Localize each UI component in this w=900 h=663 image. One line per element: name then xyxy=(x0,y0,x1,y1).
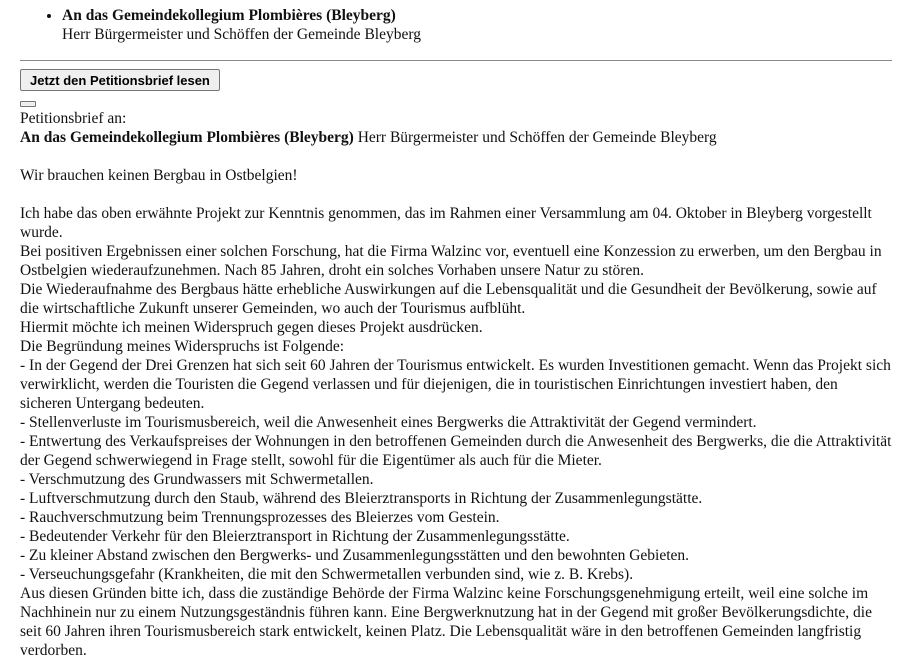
letter-reason: - Zu kleiner Abstand zwischen den Bergwerks- und Zusammenlegungsstätten und den bewohnten Gebieten. xyxy=(20,547,690,564)
letter-paragraph: Ich habe das oben erwähnte Projekt zur Kenntnis genommen, das im Rahmen einer Versammlung am 04. Oktober in Bleyberg vorgestellt wurde. xyxy=(20,205,872,241)
letter-reason: - Rauchverschmutzung beim Trennungsprozesses des Bleierzes vom Gestein. xyxy=(20,509,500,526)
letter-intro: Petitionsbrief an: xyxy=(20,110,127,127)
letter-reason: - Verseuchungsgefahr (Krankheiten, die mit den Schwermetallen verbunden sind, wie z. B. Krebs). xyxy=(20,566,634,583)
read-petition-button[interactable]: Jetzt den Petitionsbrief lesen xyxy=(20,69,220,91)
letter-reason: - Bedeutender Verkehr für den Bleierztransport in Richtung der Zusammenlegungsstätte. xyxy=(20,528,570,545)
letter-conclusion: Aus diesen Gründen bitte ich, dass die zuständige Behörde der Firma Walzinc keine Forschungsgenehmigung erteilt, weil eine solche im Nachhinein nur zu einem Nutzungsgeständnis führen kann. Eine Bergwerknutzung hat in der Gegend mit großer Bevölkerungsdichte, die seit 60 Jahren ihren Tourismusbereich stark entwickelt, keinen Platz. Die Lebensqualität wäre in den betroffenen Gemeinden langfristig verdorben. xyxy=(20,585,872,659)
letter-headline: Wir brauchen keinen Bergbau in Ostbelgien! xyxy=(20,167,298,184)
letter-paragraph: Hiermit möchte ich meinen Widerspruch gegen dieses Projekt ausdrücken. xyxy=(20,319,483,336)
recipient-list xyxy=(20,6,892,44)
letter-addressee-rest: Herr Bürgermeister und Schöffen der Gemeinde Bleyberg xyxy=(353,129,717,146)
letter-addressee-name: An das Gemeindekollegium Plombières (Bleyberg) xyxy=(20,129,354,146)
recipient-name: • An das Gemeindekollegium Plombières (Bleyberg) xyxy=(62,7,396,24)
petition-letter xyxy=(20,109,892,660)
letter-paragraph: Bei positiven Ergebnissen einer solchen Forschung, hat die Firma Walzinc vor, eventuell eine Konzession zu erwerben, um den Bergbau in Ostbelgien wiederaufzunehmen. Nach 85 Jahren, droht ein solches Vorhaben unsere Natur zu stören. xyxy=(20,243,882,279)
letter-reason: - In der Gegend der Drei Grenzen hat sich seit 60 Jahren der Tourismus entwickelt. Es wurden Investitionen gemacht. Wenn das Projekt sich verwirklicht, werden die Touristen die Gegend verlassen und für diejenigen, die in touristischen Einrichtungen investiert haben, den sicheren Untergang bedeuten. xyxy=(20,357,891,412)
letter-paragraph: Die Begründung meines Widerspruchs ist Folgende: xyxy=(20,338,345,355)
letter-reason: - Luftverschmutzung durch den Staub, während des Bleierztransports in Richtung der Zusammenlegungstätte. xyxy=(20,490,703,507)
divider xyxy=(20,60,892,61)
letter-addressee xyxy=(20,128,892,147)
recipient-item xyxy=(62,6,892,44)
letter-paragraph: Die Wiederaufnahme des Bergbaus hätte erhebliche Auswirkungen auf die Lebensqualität und die Gesundheit der Bevölkerung, sowie auf die wirtschaftliche Zukunft unserer Gemeinden, wo auch der Tourismus aufblüht. xyxy=(20,281,877,317)
letter-reason: - Entwertung des Verkaufspreises der Wohnungen in den betroffenen Gemeinden durch die Anwesenheit des Bergwerks, die die Attraktivität der Gegend schwerwiegend in Frage stellt, sowohl für die Eigentümer als auch für die Mieter. xyxy=(20,433,892,469)
spacer xyxy=(20,185,892,204)
letter-reason: - Stellenverluste im Tourismusbereich, weil die Anwesenheit eines Bergwerks die Attraktivität der Gegend vermindert. xyxy=(20,414,757,431)
spacer xyxy=(20,147,892,166)
letter-reason: - Verschmutzung des Grundwassers mit Schwermetallen. xyxy=(20,471,374,488)
collapse-toggle-button[interactable] xyxy=(20,101,36,107)
recipient-subtitle: Herr Bürgermeister und Schöffen der Gemeinde Bleyberg xyxy=(62,26,421,43)
